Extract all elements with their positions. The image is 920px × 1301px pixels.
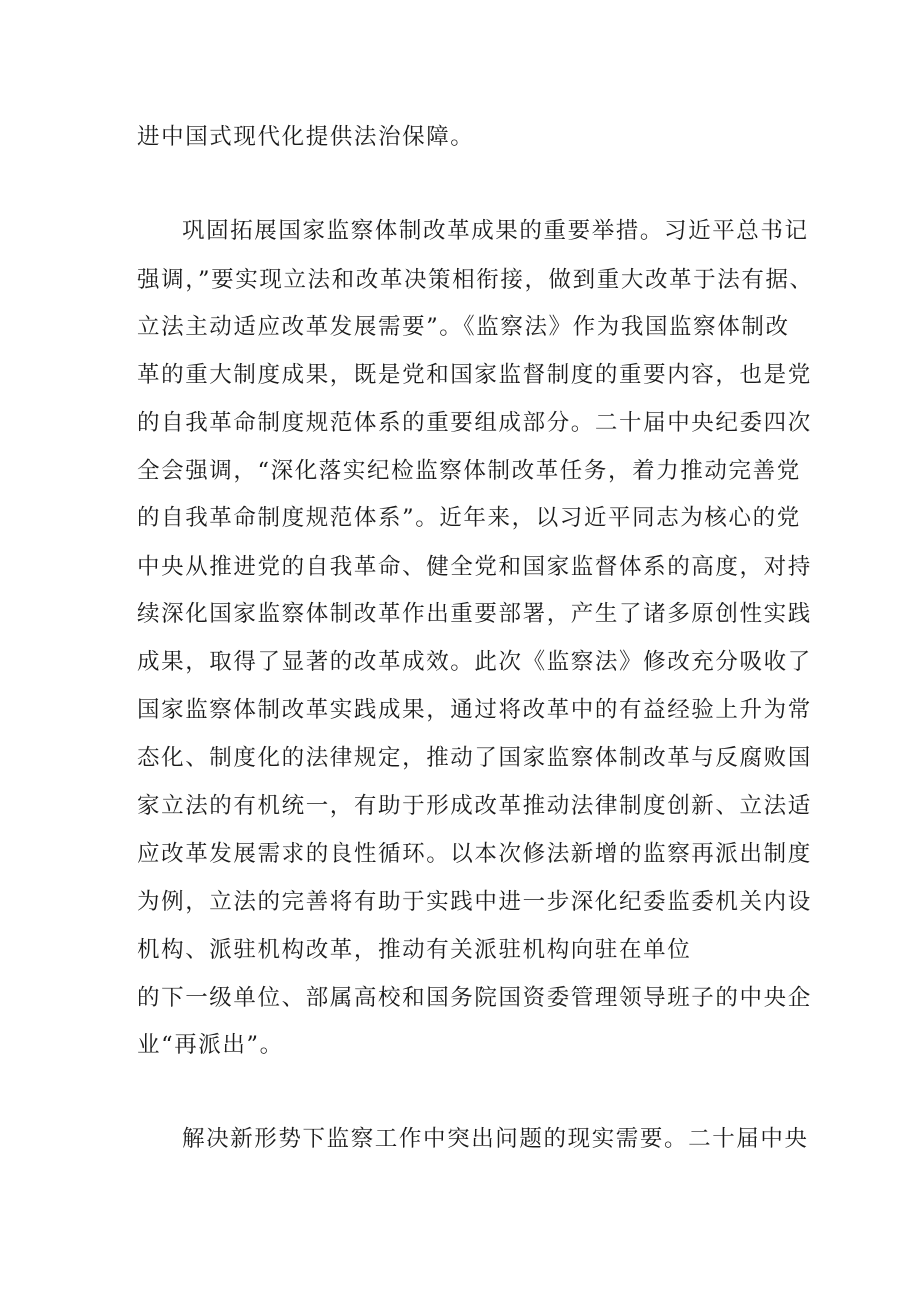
paragraph-line: 革的重大制度成果，既是党和国家监督制度的重要内容，也是党 <box>137 362 812 388</box>
paragraph-line: 强调，”要实现立法和改革决策相衔接，做到重大改革于法有据、 <box>137 267 814 293</box>
paragraph-line: 立法主动适应改革发展需要”。《监察法》作为我国监察体制改 <box>137 314 790 340</box>
paragraph-line: 中央从推进党的自我革命、健全党和国家监督体系的高度，对持 <box>137 554 812 580</box>
paragraph-line: 业“再派出”。 <box>137 1032 284 1058</box>
paragraph-line: 机构、派驻机构改革，推动有关派驻机构向驻在单位 <box>137 937 692 963</box>
paragraph-line: 进中国式现代化提供法治保障。 <box>137 124 475 150</box>
paragraph-line: 态化、制度化的法律规定，推动了国家监察体制改革与反腐败国 <box>137 745 812 771</box>
paragraph-line: 为例，立法的完善将有助于实践中进一步深化纪委监委机关内设 <box>137 889 812 915</box>
paragraph-line: 的自我革命制度规范体系”。近年来，以习近平同志为核心的党 <box>137 505 801 531</box>
paragraph-line: 巩固拓展国家监察体制改革成果的重要举措。习近平总书记 <box>182 218 809 244</box>
paragraph-line: 家立法的有机统一，有助于形成改革推动法律制度创新、立法适 <box>137 793 812 819</box>
paragraph-line: 国家监察体制改革实践成果，通过将改革中的有益经验上升为常 <box>137 697 812 723</box>
paragraph-line: 成果，取得了显著的改革成效。此次《监察法》修改充分吸收了 <box>137 649 812 675</box>
paragraph-line: 的下一级单位、部属高校和国务院国资委管理领导班子的中央企 <box>137 985 812 1011</box>
paragraph-line: 全会强调，“深化落实纪检监察体制改革任务，着力推动完善党 <box>137 458 801 484</box>
paragraph-line: 应改革发展需求的良性循环。以本次修法新增的监察再派出制度 <box>137 841 812 867</box>
paragraph-line: 续深化国家监察体制改革作出重要部署，产生了诸多原创性实践 <box>137 601 812 627</box>
paragraph-line: 解决新形势下监察工作中突出问题的现实需要。二十届中央 <box>182 1126 809 1152</box>
paragraph-line: 的自我革命制度规范体系的重要组成部分。二十届中央纪委四次 <box>137 410 812 436</box>
